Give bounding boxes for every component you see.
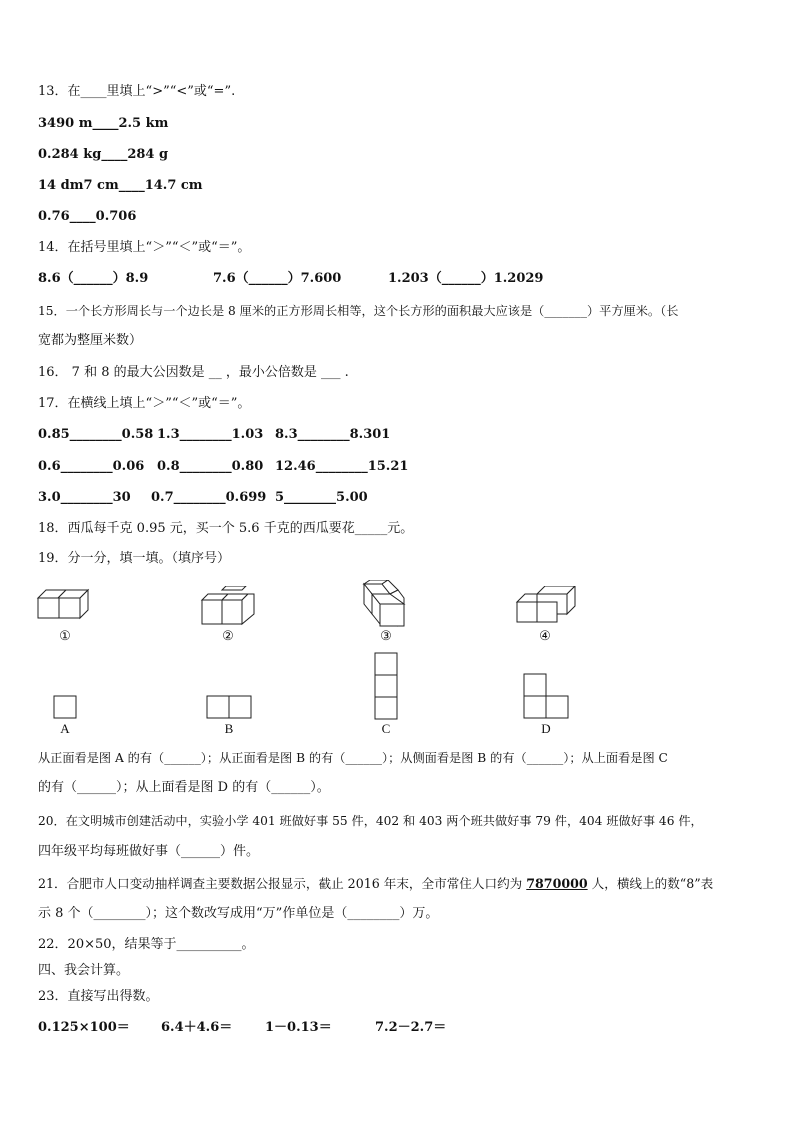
q13-title: 13．在____里填上“>”“<”或“=”.: [38, 84, 236, 99]
q17-r1-c1: 0.85________0.58: [38, 427, 154, 442]
view-label-d: D: [541, 721, 551, 736]
q13-row-2: 0.284 kg____284 g: [38, 147, 169, 162]
q17-r2-c1: 0.6________0.06: [38, 459, 145, 474]
q17-r3-c2: 0.7________0.699: [151, 490, 267, 505]
q23-item-4: 7.2－2.7＝: [375, 1020, 447, 1035]
view-figure-a: [53, 695, 77, 719]
q14-item-3: 1.203（______）1.2029: [388, 271, 544, 286]
q21-text-b: 人，横线上的数“8”表: [587, 876, 714, 891]
q17-r1-c3: 8.3________8.301: [275, 427, 391, 442]
view-label-a: A: [60, 721, 70, 736]
view-figure-d: [523, 673, 569, 719]
q17-r3-c3: 5________5.00: [275, 490, 368, 505]
q23-item-3: 1－0.13＝: [265, 1020, 332, 1035]
section-four-title: 四、我会计算。: [38, 963, 130, 978]
q18-text: 18．西瓜每千克 0.95 元，买一个 5.6 千克的西瓜要花_____元。: [38, 521, 414, 536]
solid-label-1: ①: [59, 629, 71, 644]
cube-figure-3: [360, 580, 412, 630]
q13-row-4: 0.76____0.706: [38, 209, 137, 224]
q13-row-3: 14 dm7 cm____14.7 cm: [38, 178, 203, 193]
q14-item-1: 8.6（______）8.9: [38, 271, 149, 286]
q23-title: 23．直接写出得数。: [38, 989, 159, 1004]
q23-item-2: 6.4＋4.6＝: [161, 1020, 233, 1035]
q23-item-1: 0.125×100＝: [38, 1020, 130, 1035]
solid-label-2: ②: [222, 629, 234, 644]
q17-r2-c2: 0.8________0.80: [157, 459, 264, 474]
q19-title: 19．分一分，填一填。（填序号）: [38, 551, 231, 566]
q14-title: 14．在括号里填上“＞”“＜”或“＝”。: [38, 240, 251, 255]
q21-text-a: 21．合肥市人口变动抽样调查主要数据公报显示，截止 2016 年末，全市常住人口约为: [38, 876, 527, 891]
q17-r3-c1: 3.0________30: [38, 490, 131, 505]
q21-population-number: 7870000: [526, 876, 588, 891]
q13-row-1: 3490 m____2.5 km: [38, 116, 169, 131]
cube-figure-4: [515, 586, 579, 628]
q15-line-2: 宽都为整厘米数）: [38, 333, 143, 348]
q19-line-1: 从正面看是图 A 的有（______）；从正面看是图 B 的有（______）；从侧面看是图 B 的有（______）；从上面看是图 C: [38, 751, 668, 765]
q21-line-1: [38, 876, 713, 892]
cube-figure-2: [200, 586, 262, 628]
q20-line-1: 20．在文明城市创建活动中，实验小学 401 班做好事 55 件，402 和 403 两个班共做好事 79 件，404 班做好事 46 件，: [38, 814, 703, 828]
q15-line-1: 15．一个长方形周长与一个边长是 8 厘米的正方形周长相等，这个长方形的面积最大应该是（_______）平方厘米。（长: [38, 304, 679, 318]
q16-text: 16． 7 和 8 的最大公因数是 __ ，最小公倍数是 ___ .: [38, 365, 349, 380]
q21-line-2: 示 8 个（________）；这个数改写成用“万”作单位是（________）万。: [38, 906, 439, 921]
view-figure-c: [374, 652, 398, 720]
q20-line-2: 四年级平均每班做好事（______）件。: [38, 844, 260, 859]
q19-line-2: 的有（______）；从上面看是图 D 的有（______）。: [38, 780, 330, 795]
view-label-b: B: [224, 721, 234, 736]
q17-title: 17．在横线上填上“＞”“＜”或“＝”。: [38, 396, 251, 411]
q17-r2-c3: 12.46________15.21: [275, 459, 409, 474]
q22-text: 22．20×50，结果等于__________。: [38, 937, 255, 952]
view-figure-b: [206, 695, 252, 719]
q17-r1-c2: 1.3________1.03: [157, 427, 264, 442]
cube-figure-1: [36, 584, 98, 626]
solid-label-3: ③: [380, 629, 392, 644]
solid-label-4: ④: [539, 629, 551, 644]
view-label-c: C: [381, 721, 391, 736]
q14-item-2: 7.6（______）7.600: [213, 271, 342, 286]
